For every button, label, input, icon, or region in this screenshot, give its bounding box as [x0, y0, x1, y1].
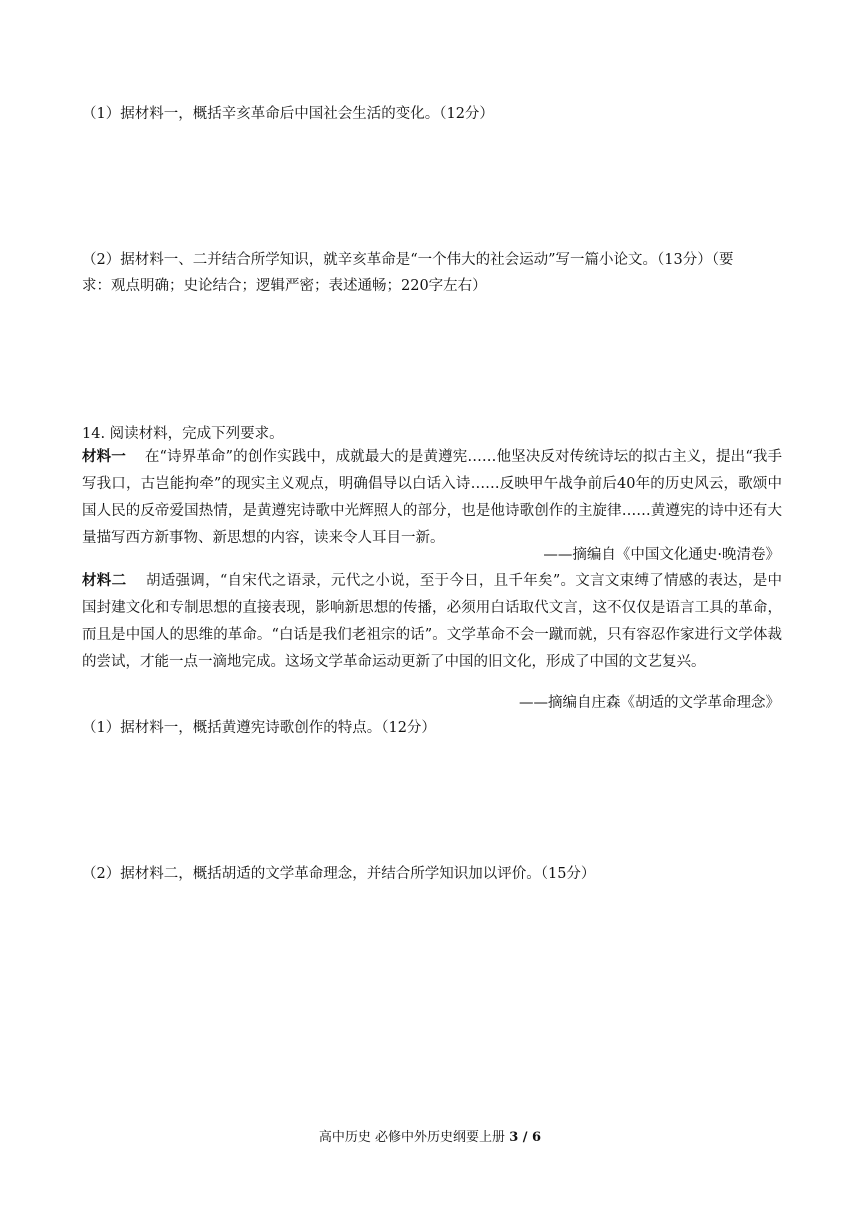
material2-source: ——摘编自庄森《胡适的文学革命理念》 [519, 695, 780, 711]
q13-sub2-line2: 求：观点明确；史论结合；逻辑严密；表述通畅；220字左右） [82, 278, 487, 294]
footer-page-number: 3 [509, 1130, 519, 1145]
page-footer: 高中历史 必修中外历史纲要上册 3 / 6 [318, 1130, 542, 1145]
q14-sub1: （1）据材料一，概括黄遵宪诗歌创作的特点。（12分） [82, 720, 436, 736]
material2-paragraph [82, 567, 782, 676]
q14-heading: 14. 阅读材料，完成下列要求。 [82, 426, 284, 442]
q13-sub1: （1）据材料一，概括辛亥革命后中国社会生活的变化。（12分） [82, 106, 494, 122]
material2-text: 胡适强调，“自宋代之语录，元代之小说，至于今日，且千年矣”。文言文束缚了情感的表达，是中国封建文化和专制思想的直接表现，影响新思想的传播，必须用白话取代文言，这不仅仅是语言工具的革命，而且是中国人的思维的革命。“白话是我们老祖宗的话”。文学革命不会一蹴而就，只有容忍作家进行文学体裁的尝试，才能一点一滴地完成。这场文学革命运动更新了中国的旧文化，形成了中国的文艺复兴。 [82, 573, 783, 670]
material1-source: ——摘编自《中国文化通史·晚清卷》 [543, 547, 780, 563]
q14-sub2: （2）据材料二，概括胡适的文学革命理念，并结合所学知识加以评价。（15分） [82, 866, 596, 882]
footer-course: 高中历史 必修中外历史纲要上册 [318, 1130, 506, 1145]
material1-text: 在“诗界革命”的创作实践中，成就最大的是黄遵宪……他坚决反对传统诗坛的拟古主义，提出“我手写我口，古岂能拘牵”的现实主义观点，明确倡导以白话入诗……反映甲午战争前后40年的历史风云，歌颂中国人民的反帝爱国热情，是黄遵宪诗歌中光辉照人的部分，也是他诗歌创作的主旋律……黄遵宪的诗中还有大量描写西方新事物、新思想的内容，读来令人耳目一新。 [82, 449, 782, 546]
footer-page-total: 6 [532, 1130, 542, 1145]
material2-label: 材料二 [82, 572, 127, 589]
material1-paragraph [82, 443, 782, 552]
material1-label: 材料一 [82, 448, 126, 465]
q13-sub2-line1: （2）据材料一、二并结合所学知识，就辛亥革命是“一个伟大的社会运动”写一篇小论文。（13分）（要 [82, 252, 734, 268]
